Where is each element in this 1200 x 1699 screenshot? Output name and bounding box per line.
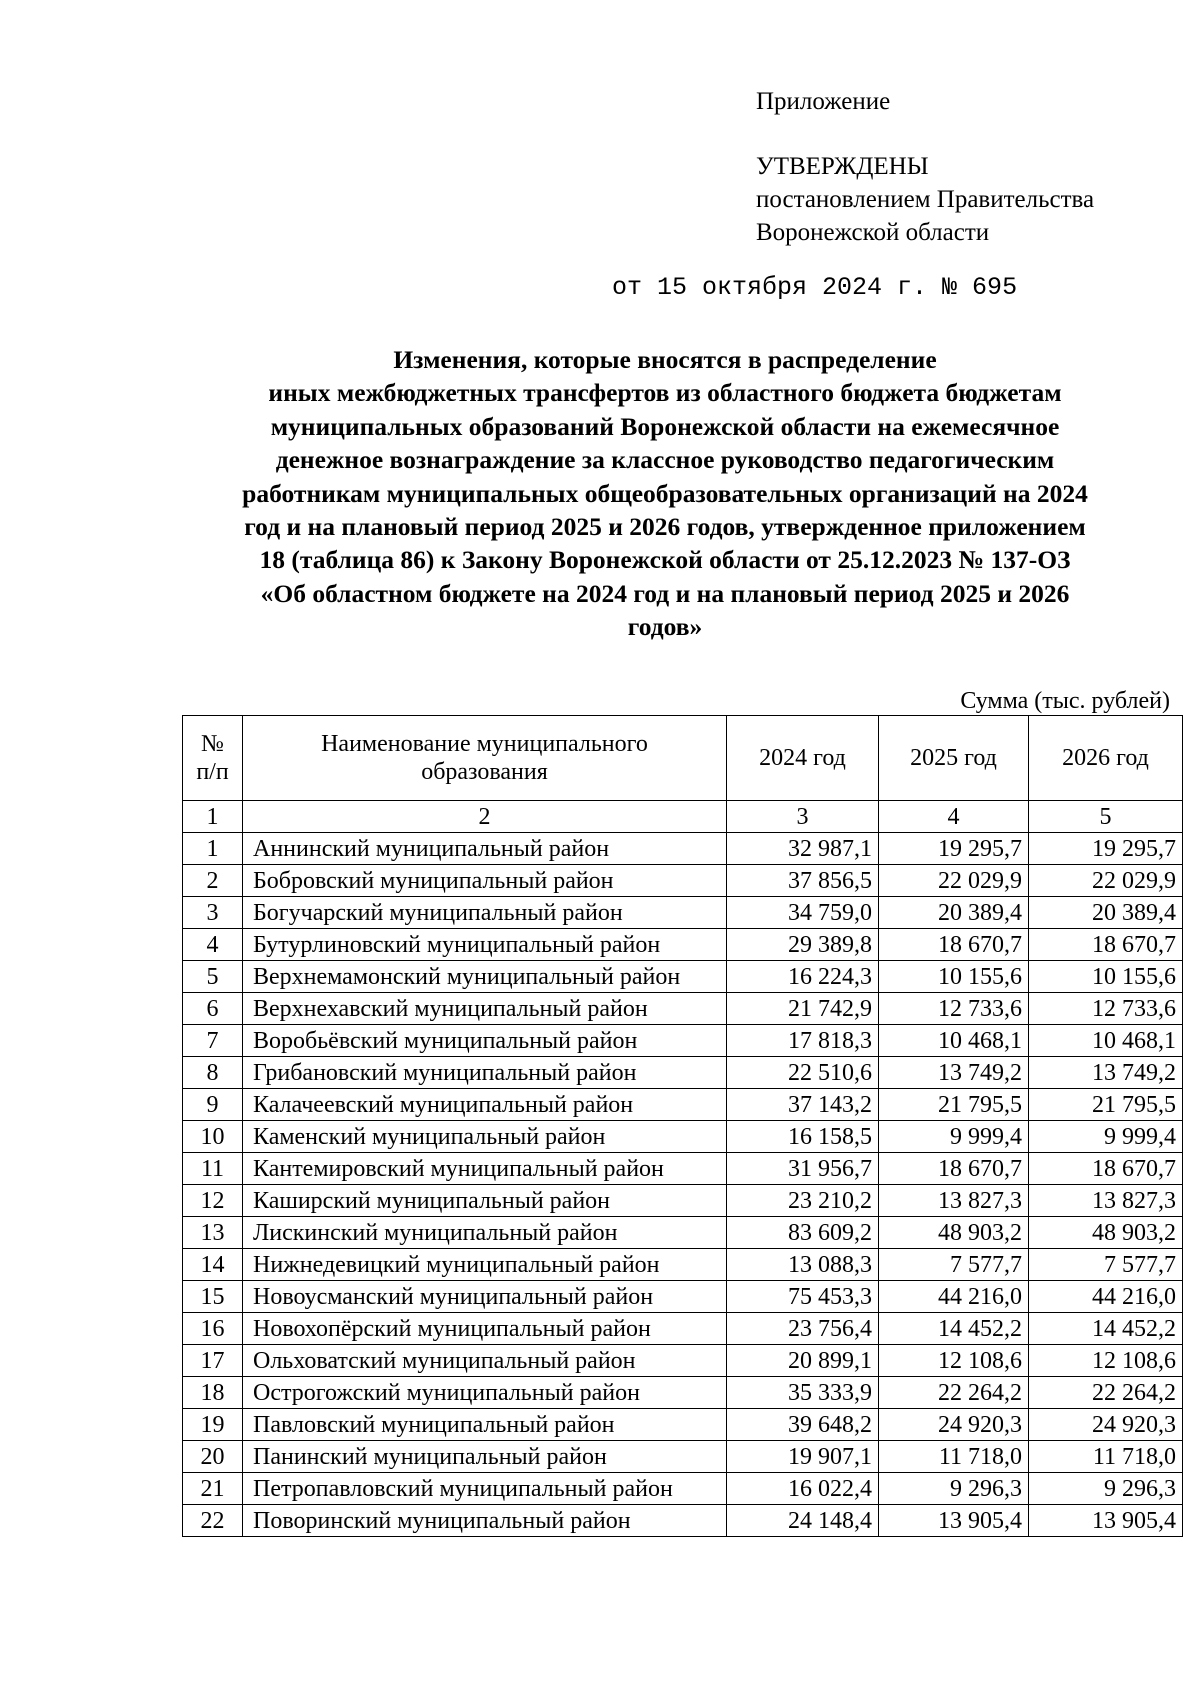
- table-header-row: [183, 716, 1183, 801]
- amount-2025-cell: 24 920,3: [879, 1409, 1029, 1441]
- amount-2025-cell: 10 155,6: [879, 961, 1029, 993]
- decree-date-number: от 15 октября 2024 г. № 695: [612, 273, 1018, 302]
- amount-2025-cell: 20 389,4: [879, 897, 1029, 929]
- amount-2025-cell: 22 264,2: [879, 1377, 1029, 1409]
- amount-2025-cell: 7 577,7: [879, 1249, 1029, 1281]
- column-index: 4: [879, 801, 1029, 833]
- amount-2024-cell: 19 907,1: [727, 1441, 879, 1473]
- units-caption: Сумма (тыс. рублей): [960, 688, 1170, 714]
- approved-by-line-1: постановлением Правительства: [756, 186, 1095, 213]
- row-number-cell: 6: [183, 993, 243, 1025]
- amount-2026-cell: 22 264,2: [1029, 1377, 1183, 1409]
- municipality-name-cell: Ольховатский муниципальный район: [243, 1345, 727, 1377]
- amount-2025-cell: 13 749,2: [879, 1057, 1029, 1089]
- municipality-name-cell: Новохопёрский муниципальный район: [243, 1313, 727, 1345]
- municipality-name-cell: Аннинский муниципальный район: [243, 833, 727, 865]
- municipality-name-cell: Грибановский муниципальный район: [243, 1057, 727, 1089]
- municipality-name-cell: Верхнемамонский муниципальный район: [243, 961, 727, 993]
- table-row: [183, 1153, 1183, 1185]
- row-number-cell: 9: [183, 1089, 243, 1121]
- title-line: «Об областном бюджете на 2024 год и на плановый период 2025 и 2026: [260, 578, 1070, 608]
- table-row: [183, 1025, 1183, 1057]
- municipality-name-cell: Каменский муниципальный район: [243, 1121, 727, 1153]
- amount-2025-cell: 10 468,1: [879, 1025, 1029, 1057]
- row-number-cell: 21: [183, 1473, 243, 1505]
- allocation-table: [182, 715, 1183, 1537]
- amount-2026-cell: 12 733,6: [1029, 993, 1183, 1025]
- table-row: [183, 1409, 1183, 1441]
- amount-2024-cell: 75 453,3: [727, 1281, 879, 1313]
- amount-2026-cell: 10 155,6: [1029, 961, 1183, 993]
- header-municipality-line-2: образования: [421, 759, 548, 785]
- municipality-name-cell: Панинский муниципальный район: [243, 1441, 727, 1473]
- table-row: [183, 1441, 1183, 1473]
- amount-2024-cell: 24 148,4: [727, 1505, 879, 1537]
- table-row: [183, 865, 1183, 897]
- amount-2024-cell: 16 158,5: [727, 1121, 879, 1153]
- row-number-cell: 22: [183, 1505, 243, 1537]
- municipality-name-cell: Новоусманский муниципальный район: [243, 1281, 727, 1313]
- amount-2026-cell: 13 827,3: [1029, 1185, 1183, 1217]
- amount-2025-cell: 44 216,0: [879, 1281, 1029, 1313]
- row-number-cell: 1: [183, 833, 243, 865]
- amount-2025-cell: 18 670,7: [879, 1153, 1029, 1185]
- municipality-name-cell: Лискинский муниципальный район: [243, 1217, 727, 1249]
- municipality-name-cell: Поворинский муниципальный район: [243, 1505, 727, 1537]
- amount-2025-cell: 14 452,2: [879, 1313, 1029, 1345]
- row-number-cell: 15: [183, 1281, 243, 1313]
- table-row: [183, 1505, 1183, 1537]
- municipality-name-cell: Воробьёвский муниципальный район: [243, 1025, 727, 1057]
- table-row: [183, 1057, 1183, 1089]
- amount-2026-cell: 21 795,5: [1029, 1089, 1183, 1121]
- row-number-cell: 20: [183, 1441, 243, 1473]
- amount-2024-cell: 37 856,5: [727, 865, 879, 897]
- municipality-name-cell: Каширский муниципальный район: [243, 1185, 727, 1217]
- row-number-cell: 2: [183, 865, 243, 897]
- municipality-name-cell: Бутурлиновский муниципальный район: [243, 929, 727, 961]
- approved-by-line-2: Воронежской области: [756, 219, 990, 246]
- table-row: [183, 961, 1183, 993]
- table-row: [183, 1473, 1183, 1505]
- header-number: [183, 716, 243, 801]
- amount-2026-cell: 44 216,0: [1029, 1281, 1183, 1313]
- amount-2024-cell: 23 210,2: [727, 1185, 879, 1217]
- amount-2026-cell: 13 749,2: [1029, 1057, 1183, 1089]
- table-row: [183, 1121, 1183, 1153]
- table-row: [183, 833, 1183, 865]
- amount-2024-cell: 34 759,0: [727, 897, 879, 929]
- municipality-name-cell: Верхнехавский муниципальный район: [243, 993, 727, 1025]
- municipality-name-cell: Бобровский муниципальный район: [243, 865, 727, 897]
- approval-block: [756, 150, 1094, 249]
- column-index: 5: [1029, 801, 1183, 833]
- amount-2024-cell: 20 899,1: [727, 1345, 879, 1377]
- row-number-cell: 3: [183, 897, 243, 929]
- column-index: 2: [243, 801, 727, 833]
- document-title: [150, 343, 1180, 644]
- municipality-name-cell: Нижнедевицкий муниципальный район: [243, 1249, 727, 1281]
- amount-2026-cell: 9 999,4: [1029, 1121, 1183, 1153]
- amount-2024-cell: 39 648,2: [727, 1409, 879, 1441]
- amount-2025-cell: 13 905,4: [879, 1505, 1029, 1537]
- table-row: [183, 1185, 1183, 1217]
- amount-2025-cell: 48 903,2: [879, 1217, 1029, 1249]
- amount-2025-cell: 19 295,7: [879, 833, 1029, 865]
- amount-2025-cell: 9 296,3: [879, 1473, 1029, 1505]
- row-number-cell: 12: [183, 1185, 243, 1217]
- municipality-name-cell: Кантемировский муниципальный район: [243, 1153, 727, 1185]
- municipality-name-cell: Богучарский муниципальный район: [243, 897, 727, 929]
- amount-2026-cell: 9 296,3: [1029, 1473, 1183, 1505]
- amount-2024-cell: 31 956,7: [727, 1153, 879, 1185]
- amount-2025-cell: 22 029,9: [879, 865, 1029, 897]
- table-row: [183, 1217, 1183, 1249]
- title-line: муниципальных образований Воронежской области на ежемесячное: [270, 411, 1060, 441]
- table-row: [183, 1281, 1183, 1313]
- municipality-name-cell: Павловский муниципальный район: [243, 1409, 727, 1441]
- table-row: [183, 1089, 1183, 1121]
- header-number-line-1: №: [201, 731, 224, 757]
- row-number-cell: 4: [183, 929, 243, 961]
- table-row: [183, 1345, 1183, 1377]
- amount-2025-cell: 12 733,6: [879, 993, 1029, 1025]
- approved-heading: УТВЕРЖДЕНЫ: [756, 153, 929, 180]
- amount-2024-cell: 23 756,4: [727, 1313, 879, 1345]
- header-2025: 2025 год: [879, 716, 1029, 801]
- row-number-cell: 11: [183, 1153, 243, 1185]
- amount-2024-cell: 35 333,9: [727, 1377, 879, 1409]
- row-number-cell: 8: [183, 1057, 243, 1089]
- appendix-label: Приложение: [756, 88, 891, 115]
- amount-2026-cell: 19 295,7: [1029, 833, 1183, 865]
- amount-2024-cell: 22 510,6: [727, 1057, 879, 1089]
- amount-2026-cell: 20 389,4: [1029, 897, 1183, 929]
- header-number-line-2: п/п: [196, 759, 229, 785]
- amount-2026-cell: 18 670,7: [1029, 1153, 1183, 1185]
- table-body: [183, 833, 1183, 1537]
- column-index-row: [183, 801, 1183, 833]
- row-number-cell: 7: [183, 1025, 243, 1057]
- amount-2024-cell: 29 389,8: [727, 929, 879, 961]
- amount-2026-cell: 24 920,3: [1029, 1409, 1183, 1441]
- amount-2025-cell: 21 795,5: [879, 1089, 1029, 1121]
- amount-2024-cell: 32 987,1: [727, 833, 879, 865]
- row-number-cell: 10: [183, 1121, 243, 1153]
- title-line: денежное вознаграждение за классное руководство педагогическим: [275, 445, 1055, 475]
- table-row: [183, 929, 1183, 961]
- header-2024: 2024 год: [727, 716, 879, 801]
- title-line: иных межбюджетных трансфертов из областного бюджета бюджетам: [268, 378, 1062, 408]
- amount-2026-cell: 14 452,2: [1029, 1313, 1183, 1345]
- amount-2026-cell: 7 577,7: [1029, 1249, 1183, 1281]
- row-number-cell: 13: [183, 1217, 243, 1249]
- table-row: [183, 1249, 1183, 1281]
- row-number-cell: 16: [183, 1313, 243, 1345]
- table-row: [183, 993, 1183, 1025]
- table-row: [183, 1377, 1183, 1409]
- column-index: 3: [727, 801, 879, 833]
- title-line: годов»: [627, 612, 703, 642]
- amount-2026-cell: 48 903,2: [1029, 1217, 1183, 1249]
- amount-2025-cell: 9 999,4: [879, 1121, 1029, 1153]
- municipality-name-cell: Калачеевский муниципальный район: [243, 1089, 727, 1121]
- header-municipality-line-1: Наименование муниципального: [321, 731, 648, 757]
- title-line: Изменения, которые вносятся в распределение: [393, 345, 937, 374]
- amount-2024-cell: 21 742,9: [727, 993, 879, 1025]
- amount-2025-cell: 12 108,6: [879, 1345, 1029, 1377]
- column-index: 1: [183, 801, 243, 833]
- row-number-cell: 18: [183, 1377, 243, 1409]
- municipality-name-cell: Петропавловский муниципальный район: [243, 1473, 727, 1505]
- amount-2024-cell: 83 609,2: [727, 1217, 879, 1249]
- table-row: [183, 897, 1183, 929]
- amount-2026-cell: 18 670,7: [1029, 929, 1183, 961]
- amount-2024-cell: 16 022,4: [727, 1473, 879, 1505]
- amount-2026-cell: 10 468,1: [1029, 1025, 1183, 1057]
- amount-2024-cell: 37 143,2: [727, 1089, 879, 1121]
- amount-2024-cell: 13 088,3: [727, 1249, 879, 1281]
- row-number-cell: 19: [183, 1409, 243, 1441]
- header-2026: 2026 год: [1029, 716, 1183, 801]
- municipality-name-cell: Острогожский муниципальный район: [243, 1377, 727, 1409]
- row-number-cell: 14: [183, 1249, 243, 1281]
- amount-2026-cell: 12 108,6: [1029, 1345, 1183, 1377]
- title-line: 18 (таблица 86) к Закону Воронежской области от 25.12.2023 № 137-ОЗ: [259, 545, 1071, 575]
- amount-2026-cell: 13 905,4: [1029, 1505, 1183, 1537]
- table-row: [183, 1313, 1183, 1345]
- row-number-cell: 5: [183, 961, 243, 993]
- amount-2026-cell: 22 029,9: [1029, 865, 1183, 897]
- amount-2025-cell: 11 718,0: [879, 1441, 1029, 1473]
- amount-2026-cell: 11 718,0: [1029, 1441, 1183, 1473]
- amount-2024-cell: 17 818,3: [727, 1025, 879, 1057]
- amount-2024-cell: 16 224,3: [727, 961, 879, 993]
- title-line: работникам муниципальных общеобразовательных организаций на 2024: [242, 478, 1088, 508]
- amount-2025-cell: 18 670,7: [879, 929, 1029, 961]
- title-line: год и на плановый период 2025 и 2026 годов, утвержденное приложением: [244, 512, 1086, 542]
- header-municipality: [243, 716, 727, 801]
- row-number-cell: 17: [183, 1345, 243, 1377]
- amount-2025-cell: 13 827,3: [879, 1185, 1029, 1217]
